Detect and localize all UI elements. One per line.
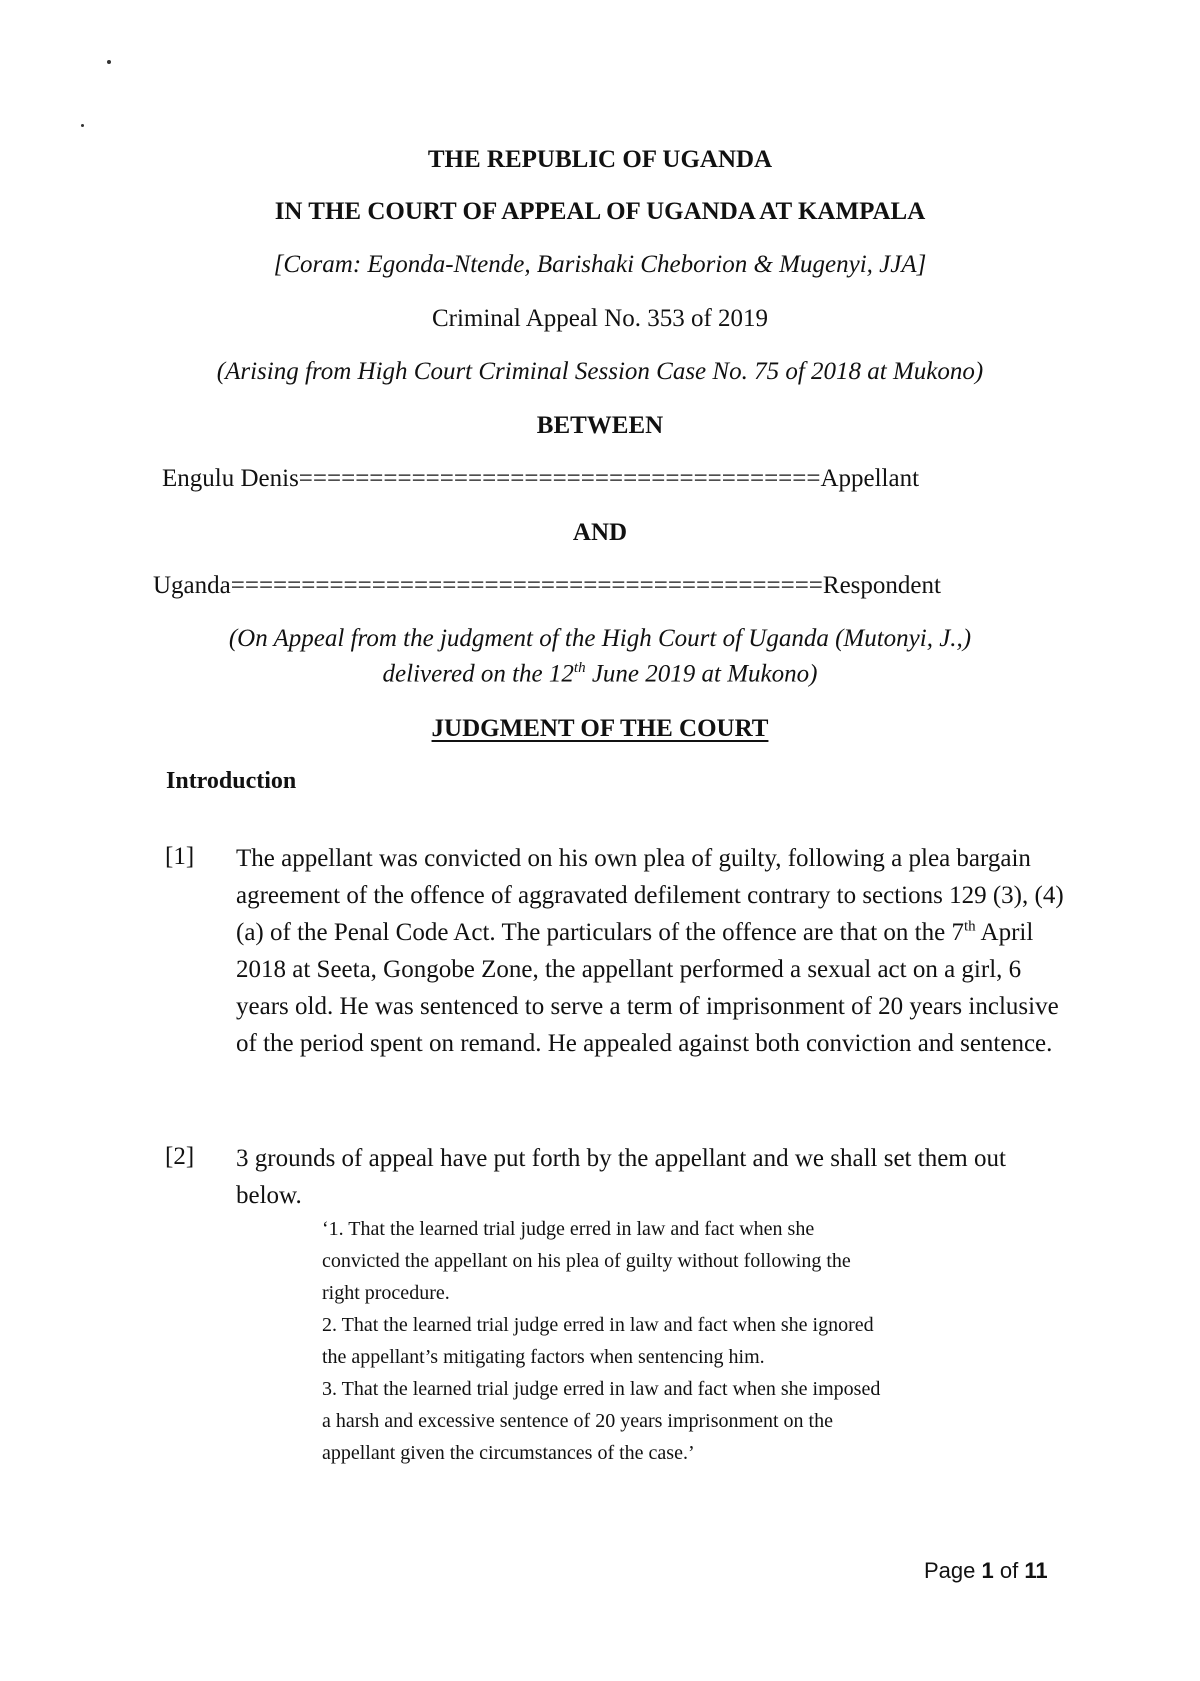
- on-appeal-line-2: delivered on the 12th June 2019 at Mukono): [382, 660, 818, 688]
- ground-2: 2. That the learned trial judge erred in law and fact when she ignored the appellant’s mitigating factors when sentencing him.: [322, 1314, 874, 1368]
- paragraph-1: The appellant was convicted on his own plea of guilty, following a plea bargain agreement of the offence of aggravated defilement contrary to sections 129 (3), (4) (a) of the Penal Code Act. The particulars of the offence are that on the 7th April 2018 at Seeta, Gongobe Zone, the appellant performed a sexual act on a girl, 6 years old. He was sentenced to serve a term of imprisonment of 20 years inclusive of the period spent on remand. He appealed against both conviction and sentence.: [236, 845, 1064, 1057]
- between-heading: BETWEEN: [536, 412, 664, 439]
- arising-from-line: (Arising from High Court Criminal Session Case No. 75 of 2018 at Mukono): [216, 358, 984, 385]
- court-heading: IN THE COURT OF APPEAL OF UGANDA AT KAMPALA: [274, 198, 926, 225]
- appellant-party-line: Engulu Denis=====================================Appellant: [162, 465, 920, 492]
- introduction-heading: Introduction: [166, 768, 297, 794]
- paragraph-number: [2]: [165, 1143, 195, 1170]
- ground-3: 3. That the learned trial judge erred in law and fact when she imposed a harsh and excessive sentence of 20 years imprisonment on the appellant given the circumstances of the case.’: [322, 1378, 881, 1464]
- judgment-title: JUDGMENT OF THE COURT: [431, 715, 769, 742]
- page-number: Page 1 of 11: [924, 1558, 1048, 1583]
- ground-1: ‘1. That the learned trial judge erred in law and fact when she convicted the appellant on his plea of guilty without following the right procedure.: [322, 1218, 851, 1304]
- paragraph-2: 3 grounds of appeal have put forth by the appellant and we shall set them out below.: [236, 1145, 1006, 1209]
- paragraph-number: [1]: [165, 843, 195, 870]
- scan-speck: [81, 124, 84, 127]
- respondent-party-line: Uganda==========================================Respondent: [153, 572, 941, 599]
- appeal-number: Criminal Appeal No. 353 of 2019: [431, 305, 769, 332]
- on-appeal-line-1: (On Appeal from the judgment of the High Court of Uganda (Mutonyi, J.,): [228, 625, 972, 652]
- grounds-of-appeal-quote: [322, 1213, 882, 1469]
- and-heading: AND: [572, 519, 628, 546]
- scan-speck: [107, 60, 111, 64]
- republic-heading: THE REPUBLIC OF UGANDA: [427, 146, 773, 173]
- coram-line: [Coram: Egonda-Ntende, Barishaki Cheborion & Mugenyi, JJA]: [273, 251, 927, 278]
